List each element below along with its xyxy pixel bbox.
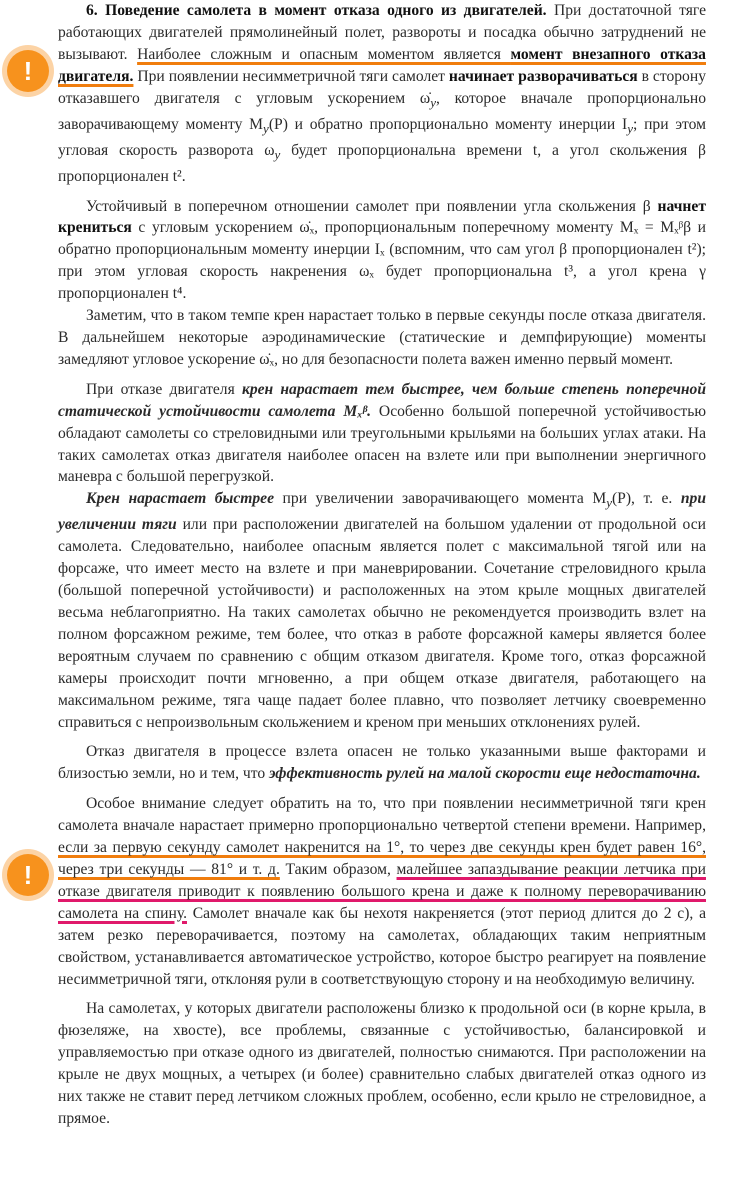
section-title: Поведение самолета в момент отказа одного из двигателей. [105, 2, 547, 19]
section-number: 6. [86, 2, 98, 19]
paragraph: Устойчивый в поперечном отношении самолет при появлении угла скольжения β начнет крениться с угловым ускорением ω̇ₓ, пропорциональным поперечному моменту Mₓ = Mₓᵝβ и обратно пропорциональным моменту инерции Iₓ (вспомним, что сам угол β пропорционален t²); при этом угловая скорость накренения ωₓ будет пропорциональна t³, а угол крена γ пропорционален t⁴. [58, 197, 706, 303]
document-body [58, 0, 706, 1130]
highlight-orange: если за первую секунду самолет накренится на 1°, то через две секунды крен будет равен 16°, через три секунды — 81° и т. д. [58, 839, 706, 878]
paragraph: Заметим, что в таком темпе крен нарастает только в первые секунды после отказа двигателя. В дальнейшем некоторые аэродинамические (статические и демпфирующие) моменты замедляют угловое ускорение ω̇ₓ, но для безопасности полета важен именно первый момент. [58, 307, 706, 368]
paragraph: Крен нарастает быстрее при увеличении заворачивающего момента $M_y(P)$, т. е. при увеличении тяги или при расположении двигателей на большом удалении от продольной оси самолета. Следовательно, наиболее опасным является полет с максимальной тягой или на форсаже, что имеет место на взлете и при маневрировании. Сочетание стреловидного крыла (большой поперечной устойчивости) и расположенных на этом крыле мощных двигателей весьма неблагоприятно. На таких самолетах обычно не рекомендуется производить взлет на полном форсажном режиме, тем более, что отказ в работе форсажной камеры является более вероятным случаем по сравнению с общим отказом двигателя. Кроме того, отказ форсажной камеры происходит почти мгновенно, а при общем отказе двигателя, работающего на максимальном режиме, тяга чаще падает более плавно, что позволяет летчику своевременно справиться с непроизвольным скольжением и креном при меньших отклонениях рулей. [58, 490, 707, 731]
warning-icon: ! [7, 854, 49, 896]
paragraph: Отказ двигателя в процессе взлета опасен не только указанными выше факторами и близостью земли, но и тем, что эффективность рулей на малой скорости еще недостаточна. [58, 743, 706, 783]
paragraph: При отказе двигателя крен нарастает тем быстрее, чем больше степень поперечной статической устойчивости самолета Mₓᵝ. Особенно большой поперечной устойчивостью обладают самолеты со стреловидными или треугольными крыльями на больших углах атаки. На таких самолетах отказ двигателя наиболее опасен на взлете или при выполнении энергичного маневра с большой перегрузкой. [58, 380, 706, 486]
paragraph: Особое внимание следует обратить на то, что при появлении несимметричной тяги крен самолета вначале нарастает примерно пропорционально четвертой степени времени. Например, если за первую секунду самолет накренится на 1°, то через две секунды крен будет равен 16°, через три секунды — 81° и т. д. Таким образом, малейшее запаздывание реакции летчика при отказе двигателя приводит к появлению большого крена и даже к полному переворачиванию самолета на спину. Самолет вначале как бы нехотя накреняется (этот период длится до 2 с), а затем резко переворачивается, поэтому на самолетах, обладающих таким неприятным свойством, устанавливается автоматическое устройство, которое быстро реагирует на появление несимметричной тяги, отклоняя рули в соответствующую сторону и на необходимую величину. [58, 795, 706, 988]
highlight-orange: Наиболее сложным и опасным моментом является [137, 45, 511, 63]
warning-icon: ! [7, 50, 49, 92]
highlight-magenta: малейшее запаздывание реакции летчика при отказе двигателя приводит к появлению большого крена и даже к полному переворачиванию самолета на спину. [58, 860, 706, 922]
paragraph: 6. Поведение самолета в момент отказа одного из двигателей. При достаточной тяге работающих двигателей прямолинейный полет, развороты и посадка обычно затруднений не вызывают. Наиболее сложным и опасным моментом является момент внезапного отказа двигателя. При появлении несимметричной тяги самолет начинает разворачиваться в сторону отказавшего двигателя с угловым ускорением $\omegȧ_y$, которое вначале пропорционально заворачивающему моменту $M_y(P)$ и обратно пропорционально моменту инерции $I_y$; при этом угловая скорость разворота $\omega_y$ будет пропорциональна времени t, а угол скольжения β пропорционален t². [58, 2, 706, 185]
highlight-orange: момент внезапного отказа двигателя. [58, 45, 706, 85]
paragraph: На самолетах, у которых двигатели расположены близко к продольной оси (в корне крыла, в фюзеляже, на хвосте), все проблемы, связанные с устойчивостью, балансировкой и управляемостью при отказе одного из двигателей, полностью снимаются. При расположении на крыле не двух мощных, а четырех (и более) сравнительно слабых двигателей отказ одного из них также не ставит перед летчиком сложных проблем, особенно, если крыло не стреловидное, а прямое. [58, 1000, 706, 1127]
